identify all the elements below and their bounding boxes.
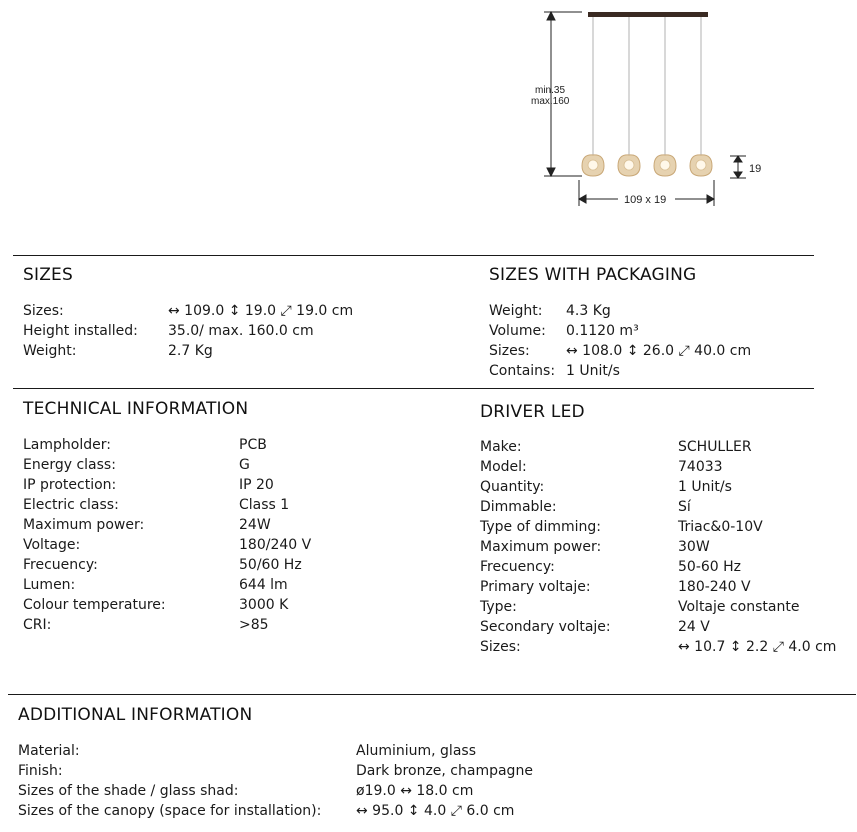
spec-label: Model: — [480, 459, 527, 475]
spec-label: Sizes: — [489, 343, 530, 359]
spec-label: Colour temperature: — [23, 597, 166, 613]
spec-value: 24 V — [678, 619, 710, 635]
shade-height-dimension — [730, 156, 746, 178]
spec-value: 50-60 Hz — [678, 559, 742, 575]
spec-label: Quantity: — [480, 479, 545, 495]
spec-label: Height installed: — [23, 323, 138, 339]
technical-heading: TECHNICAL INFORMATION — [23, 399, 249, 419]
spec-value: Aluminium, glass — [356, 743, 476, 759]
spec-label: Secondary voltaje: — [480, 619, 611, 635]
spec-value: 1 Unit/s — [678, 479, 732, 495]
width-label: 109 x 19 — [624, 194, 667, 206]
spec-label: Voltage: — [23, 537, 81, 553]
spec-value: 4.3 Kg — [566, 303, 611, 319]
glass-shade — [582, 155, 604, 176]
spec-value: >85 — [239, 617, 269, 633]
spec-label: Weight: — [489, 303, 543, 319]
sizes-heading: SIZES — [23, 265, 73, 285]
height-max-label: max.160 — [531, 96, 570, 107]
spec-label: Electric class: — [23, 497, 119, 513]
spec-label: Primary voltaje: — [480, 579, 591, 595]
spec-value: ↔ 10.7 ↕ 2.2 ⤢ 4.0 cm — [678, 639, 837, 655]
spec-value: 0.1120 m³ — [566, 323, 639, 339]
spec-value: ↔ 108.0 ↕ 26.0 ⤢ 40.0 cm — [566, 343, 752, 359]
spec-value: 180/240 V — [239, 537, 312, 553]
spec-label: Weight: — [23, 343, 77, 359]
spec-value: Voltaje constante — [678, 599, 800, 615]
spec-value: Sí — [678, 499, 691, 515]
spec-label: Maximum power: — [480, 539, 602, 555]
ceiling-canopy — [588, 12, 708, 17]
spec-label: Lampholder: — [23, 437, 111, 453]
spec-value: 30W — [678, 539, 710, 555]
spec-value: Dark bronze, champagne — [356, 763, 533, 779]
spec-label: Material: — [18, 743, 80, 759]
spec-value: 644 lm — [239, 577, 288, 593]
divider — [13, 255, 814, 256]
spec-label: Sizes of the canopy (space for installation): — [18, 803, 322, 819]
spec-label: Sizes of the shade / glass shad: — [18, 783, 239, 799]
spec-label: Sizes: — [23, 303, 64, 319]
spec-label: Lumen: — [23, 577, 76, 593]
spec-label: Frecuency: — [480, 559, 555, 575]
spec-label: Dimmable: — [480, 499, 557, 515]
spec-value: Class 1 — [239, 497, 290, 513]
spec-label: Make: — [480, 439, 522, 455]
shade-height-label: 19 — [749, 163, 762, 175]
spec-value: IP 20 — [239, 477, 274, 493]
spec-value: SCHULLER — [678, 439, 752, 455]
spec-label: Maximum power: — [23, 517, 145, 533]
spec-label: Sizes: — [480, 639, 521, 655]
spec-label: Frecuency: — [23, 557, 98, 573]
lamp-dimension-drawing — [520, 0, 780, 215]
divider — [8, 694, 856, 695]
spec-value: ↔ 95.0 ↕ 4.0 ⤢ 6.0 cm — [356, 803, 515, 819]
spec-value: PCB — [239, 437, 267, 453]
packaging-heading: SIZES WITH PACKAGING — [489, 265, 697, 285]
spec-value: 2.7 Kg — [168, 343, 213, 359]
spec-value: 3000 K — [239, 597, 289, 613]
cables — [593, 17, 701, 156]
spec-value: 74033 — [678, 459, 723, 475]
spec-label: IP protection: — [23, 477, 117, 493]
spec-label: Energy class: — [23, 457, 116, 473]
spec-label: Volume: — [489, 323, 546, 339]
spec-value: ø19.0 ↔ 18.0 cm — [356, 783, 474, 799]
spec-label: Type of dimming: — [480, 519, 601, 535]
spec-value: 50/60 Hz — [239, 557, 302, 573]
glass-shade — [618, 155, 640, 176]
spec-value: 180-240 V — [678, 579, 751, 595]
spec-value: 1 Unit/s — [566, 363, 620, 379]
spec-value: G — [239, 457, 250, 473]
spec-value: Triac&0-10V — [678, 519, 763, 535]
glass-shade — [690, 155, 712, 176]
additional-heading: ADDITIONAL INFORMATION — [18, 705, 253, 725]
spec-value: ↔ 109.0 ↕ 19.0 ⤢ 19.0 cm — [168, 303, 354, 319]
divider — [13, 388, 814, 389]
height-min-label: min.35 — [535, 85, 566, 96]
driver-heading: DRIVER LED — [480, 402, 585, 422]
spec-label: Finish: — [18, 763, 63, 779]
glass-shade — [654, 155, 676, 176]
spec-label: Contains: — [489, 363, 556, 379]
spec-label: Type: — [480, 599, 517, 615]
spec-value: 24W — [239, 517, 271, 533]
glass-shades — [582, 155, 712, 176]
spec-value: 35.0/ max. 160.0 cm — [168, 323, 314, 339]
spec-label: CRI: — [23, 617, 52, 633]
